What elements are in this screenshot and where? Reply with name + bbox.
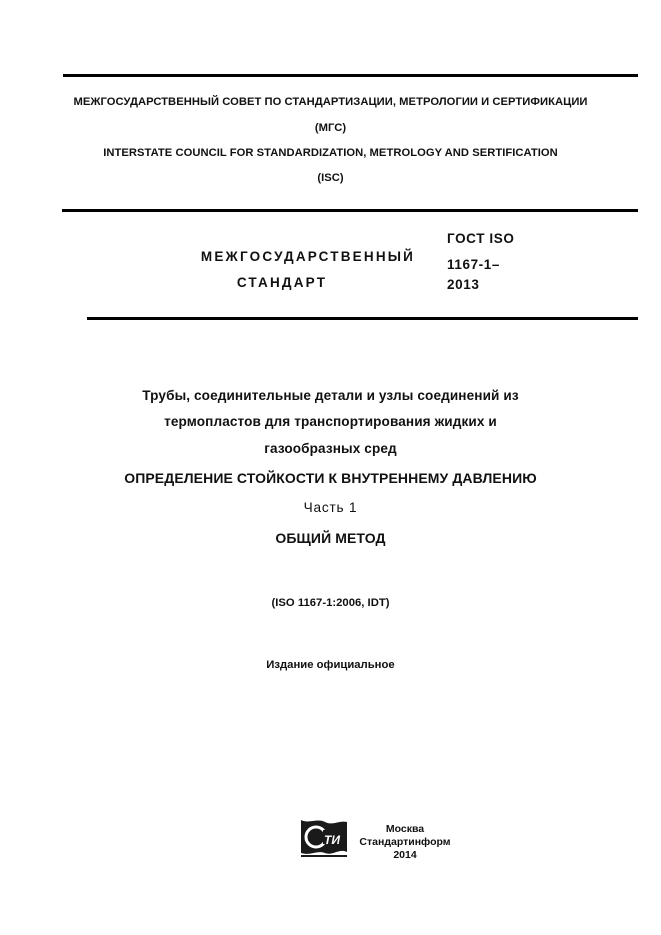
title-subject: ОПРЕДЕЛЕНИЕ СТОЙКОСТИ К ВНУТРЕННЕМУ ДАВЛЕНИЮ	[124, 470, 537, 486]
council-abbr-en: (ISC)	[317, 172, 344, 184]
standard-designation-line3: 2013	[447, 277, 480, 292]
standard-designation-line1: ГОСТ ISO	[447, 231, 515, 246]
standard-designation-line2: 1167-1–	[447, 257, 500, 272]
council-abbr-ru: (МГС)	[314, 122, 347, 134]
edition-label: Издание официальное	[266, 659, 395, 671]
standard-type-label-line2: СТАНДАРТ	[236, 275, 328, 290]
title-line-1: Трубы, соединительные детали и узлы соединений из	[142, 388, 519, 403]
title-line-2: термопластов для транспортирования жидких и	[164, 414, 497, 429]
standard-type-label-line1: МЕЖГОСУДАРСТВЕННЫЙ	[200, 249, 416, 264]
council-name-ru: МЕЖГОСУДАРСТВЕННЫЙ СОВЕТ ПО СТАНДАРТИЗАЦИИ, МЕТРОЛОГИИ И СЕРТИФИКАЦИИ	[73, 96, 588, 108]
publisher-city: Москва	[385, 823, 425, 835]
standartinform-logo-icon	[299, 818, 349, 860]
title-part-name: ОБЩИЙ МЕТОД	[275, 530, 386, 546]
section-rule-upper	[62, 209, 638, 212]
council-name-en: INTERSTATE COUNCIL FOR STANDARDIZATION, METROLOGY AND SERTIFICATION	[103, 147, 558, 159]
title-line-3: газообразных сред	[264, 441, 397, 456]
title-part: Часть 1	[303, 500, 358, 515]
publisher-year: 2014	[393, 849, 417, 861]
publisher-name: Стандартинформ	[359, 836, 451, 848]
top-rule	[63, 74, 638, 77]
iso-reference: (ISO 1167-1:2006, IDT)	[271, 597, 390, 609]
publisher-block	[350, 823, 460, 862]
section-rule-lower	[87, 317, 638, 320]
svg-text:ТИ: ТИ	[324, 833, 340, 847]
